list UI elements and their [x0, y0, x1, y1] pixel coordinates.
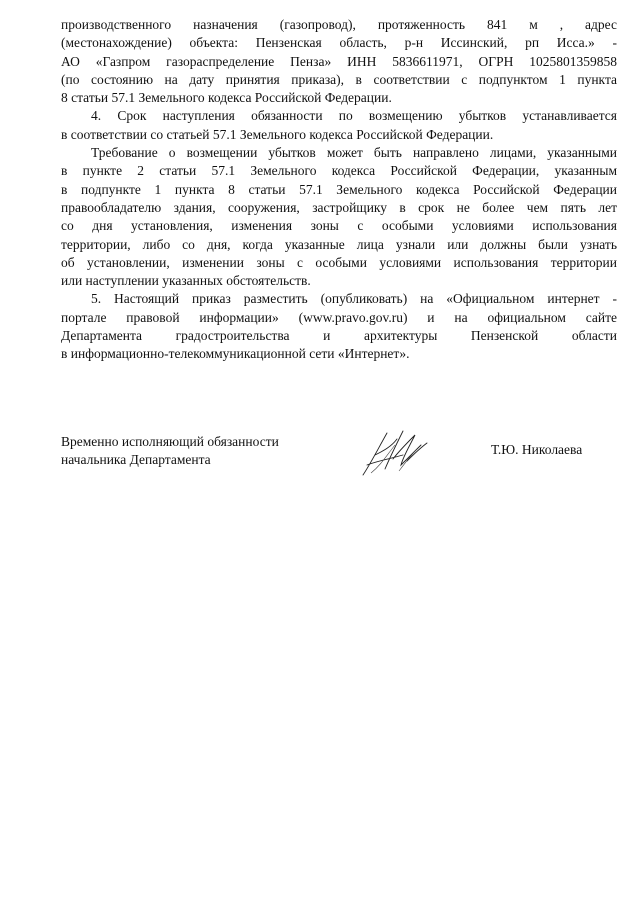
text-line: или наступлении указанных обстоятельств. [61, 273, 311, 289]
text-line: со дня установления, изменения зоны с особыми условиями использования [61, 218, 617, 234]
text-line: 8 статьи 57.1 Земельного кодекса Российской Федерации. [61, 90, 392, 106]
text-line: в подпункте 1 пункта 8 статьи 57.1 Земельного кодекса Российской Федерации [61, 181, 617, 197]
text-line: производственного назначения (газопровод), протяженность 841 м , адрес [61, 17, 617, 32]
signatory-name: Т.Ю. Николаева [491, 442, 583, 457]
signatory-position [61, 433, 321, 469]
text-line: (местонахождение) объекта: Пензенская область, р-н Иссинский, рп Исса.» - [61, 35, 617, 51]
document-body [61, 16, 617, 364]
text-line: Требование о возмещении убытков может быть направлено лицами, указанными [91, 145, 617, 161]
text-line: территории, либо со дня, когда указанные лица узнали или должны были узнать [61, 236, 617, 252]
text-line: (по состоянию на дату принятия приказа), в соответствии с подпунктом 1 пункта [61, 71, 617, 87]
text-line: в соответствии со статьей 57.1 Земельного кодекса Российской Федерации. [61, 126, 494, 142]
text-line: 5. Настоящий приказ разместить (опубликовать) на «Официальном интернет - [91, 291, 617, 307]
text-line: АО «Газпром газораспределение Пенза» ИНН 5836611971, ОГРН 1025801359858 [61, 53, 617, 69]
text-line: Департамента градостроительства и архитектуры Пензенской области [61, 328, 617, 344]
signatory-position-line-2: начальника Департамента [61, 452, 211, 467]
text-line: в пункте 2 статьи 57.1 Земельного кодекса Российской Федерации, указанным [61, 163, 617, 179]
text-line: правообладателю здания, сооружения, застройщику в срок не более чем пять лет [61, 199, 617, 215]
text-line: портале правовой информации» (www.pravo.gov.ru) и на официальном сайте [61, 309, 617, 325]
text-line: 4. Срок наступления обязанности по возмещению убытков устанавливается [91, 108, 617, 124]
text-line: об установлении, изменении зоны с особыми условиями использования территории [61, 254, 617, 270]
text-line: в информационно-телекоммуникационной сети «Интернет». [61, 346, 410, 362]
handwritten-signature [357, 425, 437, 480]
signatory-position-line-1: Временно исполняющий обязанности [61, 434, 279, 449]
